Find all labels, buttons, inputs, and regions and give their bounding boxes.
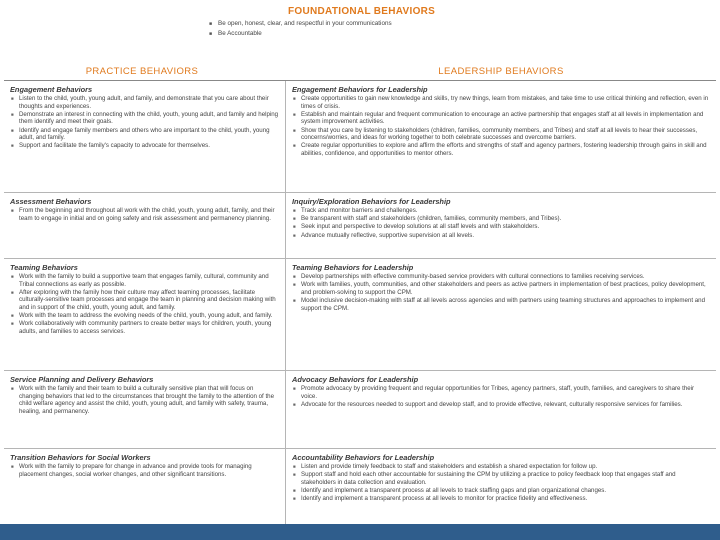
leadership-cell <box>286 371 716 448</box>
table-row <box>4 81 716 193</box>
list-item: ■ Create regular opportunities to explore and affirm the efforts and strengths of staff and agency partners, fostering leadership through gains in skill and abilities, confidence, and opportunities to mentor others. <box>292 142 710 157</box>
practice-column-heading: PRACTICE BEHAVIORS <box>85 66 199 77</box>
list-item: ■ Develop partnerships with effective community-based service providers with cultural connections to families receiving services. <box>292 273 710 281</box>
list-item: ■ Demonstrate an interest in connecting with the child, youth, young adult, and family and helping them identify and meet their goals. <box>10 111 279 126</box>
list-item: ■ Identify and engage family members and others who are important to the child, youth, young adult, and family. <box>10 127 279 142</box>
list-item: ■ Establish and maintain regular and frequent communication to encourage an active partnership that engages staff at all levels in implementation and system improvement activities. <box>292 111 710 126</box>
leadership-cell <box>286 449 716 525</box>
practice-cell <box>4 193 286 258</box>
section-title: Inquiry/Exploration Behaviors for Leadership <box>292 197 451 206</box>
list-item: ■ Advance mutually reflective, supportive supervision at all levels. <box>292 232 710 240</box>
table-row <box>4 371 716 449</box>
list-item: ■ Model inclusive decision-making with staff at all levels across agencies and with partners using teaming structures and approaches to implement and support the CPM. <box>292 297 710 312</box>
list-item: ■ Support staff and hold each other accountable for sustaining the CPM by utilizing a practice to policy feedback loop that engages staff and stakeholders in data collection and evaluation. <box>292 471 710 486</box>
list-item: ■ Advocate for the resources needed to support and develop staff, and to provide effective, relevant, culturally responsive services for families. <box>292 401 710 409</box>
list-item: ■ Show that you care by listening to stakeholders (children, families, community members, and Tribes) and staff at all levels to hear their successes, concerns/worries, and ideas for working together to both celebrate successes and overcome barriers. <box>292 127 710 142</box>
practice-cell <box>4 81 286 192</box>
leadership-cell <box>286 193 716 258</box>
list-item: ■ Work collaboratively with community partners to create better ways for children, youth, young adults, and families to access services. <box>10 320 279 335</box>
practice-cell <box>4 371 286 448</box>
practice-cell <box>4 449 286 525</box>
behaviors-table <box>4 80 716 524</box>
list-item: ■ Listen and provide timely feedback to staff and stakeholders and establish a shared expectation for follow up. <box>292 463 710 471</box>
section-title: Transition Behaviors for Social Workers <box>10 453 151 462</box>
section-title: Accountability Behaviors for Leadership <box>292 453 435 462</box>
foundational-item: ■ Be Accountable <box>209 29 392 39</box>
list-item: ■ Work with the family to prepare for change in advance and provide tools for managing placement changes, social worker changes, and other significant transitions. <box>10 463 279 478</box>
footer-bar <box>0 524 720 540</box>
list-item: ■ Identify and implement a transparent process at all levels to track staffing gaps and plan organizational changes. <box>292 487 710 495</box>
list-item: ■ Listen to the child, youth, young adult, and family, and demonstrate that you care about their thoughts and experiences. <box>10 95 279 110</box>
list-item: ■ Work with the team to address the evolving needs of the child, youth, young adult, and family. <box>10 312 279 320</box>
list-item: ■ Be transparent with staff and stakeholders (children, families, community members, and Tribes). <box>292 215 710 223</box>
list-item: ■ Seek input and perspective to develop solutions at all staff levels and with stakeholders. <box>292 223 710 231</box>
foundational-item: ■ Be open, honest, clear, and respectful in your communications <box>209 19 392 29</box>
practice-cell <box>4 259 286 370</box>
table-row <box>4 193 716 259</box>
foundational-list <box>209 19 392 39</box>
section-title: Service Planning and Delivery Behaviors <box>10 375 154 384</box>
leadership-cell <box>286 259 716 370</box>
leadership-cell <box>286 81 716 192</box>
leadership-column-heading: LEADERSHIP BEHAVIORS <box>438 66 564 77</box>
table-row <box>4 259 716 371</box>
list-item: ■ Promote advocacy by providing frequent and regular opportunities for Tribes, agency partners, staff, youth, families, and caregivers to share their voice. <box>292 385 710 400</box>
list-item: ■ Create opportunities to gain new knowledge and skills, try new things, learn from mistakes, and take time to use critical thinking and reflection, even in times of crisis. <box>292 95 710 110</box>
section-title: Advocacy Behaviors for Leadership <box>292 375 419 384</box>
list-item: ■ Work with the family to build a supportive team that engages family, cultural, community and Tribal connections as early as possible. <box>10 273 279 288</box>
foundational-title: FOUNDATIONAL BEHAVIORS <box>288 6 436 17</box>
list-item: ■ From the beginning and throughout all work with the child, youth, young adult, family, and their team to engage in initial and on going safety and risk assessment and permanency planning. <box>10 207 279 222</box>
section-title: Assessment Behaviors <box>10 197 92 206</box>
list-item: ■ Track and monitor barriers and challenges. <box>292 207 710 215</box>
table-row <box>4 449 716 525</box>
list-item: ■ After exploring with the family how their culture may affect teaming processes, facilitate culturally-sensitive team processes and engage the team in planning and decision making with and in support of the child, youth, young adult, and family. <box>10 289 279 312</box>
list-item: ■ Identify and implement a transparent process at all levels to monitor for practice fidelity and effectiveness. <box>292 495 710 503</box>
section-title: Teaming Behaviors <box>10 263 78 272</box>
list-item: ■ Support and facilitate the family's capacity to advocate for themselves. <box>10 142 279 150</box>
section-title: Engagement Behaviors <box>10 85 93 94</box>
section-title: Engagement Behaviors for Leadership <box>292 85 428 94</box>
list-item: ■ Work with the family and their team to build a culturally sensitive plan that will focus on changing behaviors that led to the circumstances that brought the family to the attention of the child welfare agency and assist the child, youth, young adult, and family with safety, trauma, healing, and permanency. <box>10 385 279 415</box>
section-title: Teaming Behaviors for Leadership <box>292 263 414 272</box>
list-item: ■ Work with families, youth, communities, and other stakeholders and peers as active partners in implementation of best practices, policy development, and problem-solving to support the CPM. <box>292 281 710 296</box>
